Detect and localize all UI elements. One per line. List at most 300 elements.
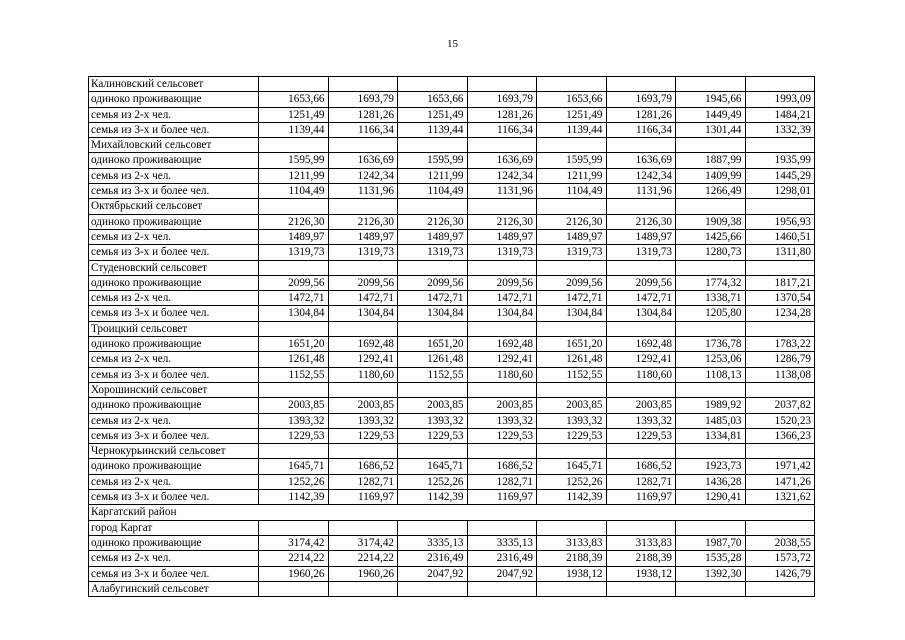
value-cell: [467, 138, 537, 153]
value-cell: [328, 382, 398, 397]
value-cell: [328, 199, 398, 214]
value-cell: 1471,26: [745, 474, 815, 489]
section-title: Алабугинский сельсовет: [89, 581, 259, 596]
value-cell: 1426,79: [745, 566, 815, 581]
value-cell: 1472,71: [467, 291, 537, 306]
value-cell: [398, 581, 468, 596]
value-cell: 1180,60: [467, 367, 537, 382]
row-label: одиноко проживающие: [89, 153, 259, 168]
value-cell: 1485,03: [676, 413, 746, 428]
value-cell: [328, 260, 398, 275]
table-row: [89, 214, 815, 229]
value-cell: 1817,21: [745, 275, 815, 290]
row-label: одиноко проживающие: [89, 398, 259, 413]
value-cell: 3174,42: [259, 535, 329, 550]
value-cell: [606, 382, 676, 397]
value-cell: 1292,41: [606, 352, 676, 367]
value-cell: [328, 138, 398, 153]
value-cell: 2003,85: [537, 398, 607, 413]
value-cell: 1409,99: [676, 168, 746, 183]
value-cell: 1229,53: [328, 428, 398, 443]
value-cell: 1152,55: [259, 367, 329, 382]
row-label: семья из 2-х чел.: [89, 551, 259, 566]
value-cell: 1311,80: [745, 245, 815, 260]
table-row: [89, 566, 815, 581]
value-cell: 1142,39: [259, 490, 329, 505]
value-cell: 3335,13: [398, 535, 468, 550]
value-cell: [398, 138, 468, 153]
value-cell: [328, 444, 398, 459]
value-cell: 1261,48: [398, 352, 468, 367]
table-row: [89, 306, 815, 321]
row-label: семья из 3-х и более чел.: [89, 566, 259, 581]
value-cell: 1282,71: [467, 474, 537, 489]
value-cell: 1290,41: [676, 490, 746, 505]
value-cell: 1935,99: [745, 153, 815, 168]
value-cell: 1489,97: [537, 229, 607, 244]
value-cell: 1573,72: [745, 551, 815, 566]
value-cell: 1636,69: [606, 153, 676, 168]
value-cell: 1304,84: [328, 306, 398, 321]
value-cell: 1923,73: [676, 459, 746, 474]
value-cell: 1393,32: [467, 413, 537, 428]
value-cell: 1304,84: [606, 306, 676, 321]
value-cell: 1653,66: [259, 92, 329, 107]
value-cell: [259, 77, 329, 92]
value-cell: 1971,42: [745, 459, 815, 474]
value-cell: 1693,79: [606, 92, 676, 107]
value-cell: [467, 260, 537, 275]
value-cell: [467, 77, 537, 92]
table-row: [89, 153, 815, 168]
value-cell: [606, 260, 676, 275]
tariff-table: [88, 76, 815, 597]
value-cell: 1139,44: [259, 122, 329, 137]
value-cell: 1636,69: [467, 153, 537, 168]
value-cell: 1489,97: [467, 229, 537, 244]
value-cell: 1472,71: [606, 291, 676, 306]
value-cell: [537, 321, 607, 336]
value-cell: 1393,32: [537, 413, 607, 428]
value-cell: [467, 581, 537, 596]
value-cell: 1393,32: [259, 413, 329, 428]
value-cell: 1251,49: [398, 107, 468, 122]
value-cell: 1169,97: [606, 490, 676, 505]
row-label: семья из 3-х и более чел.: [89, 184, 259, 199]
value-cell: 1292,41: [328, 352, 398, 367]
value-cell: 1692,48: [328, 337, 398, 352]
value-cell: 2126,30: [606, 214, 676, 229]
table-row: [89, 168, 815, 183]
value-cell: [537, 260, 607, 275]
value-cell: 1139,44: [398, 122, 468, 137]
value-cell: [259, 260, 329, 275]
row-label: семья из 3-х и более чел.: [89, 490, 259, 505]
value-cell: 1686,52: [606, 459, 676, 474]
value-cell: 2047,92: [467, 566, 537, 581]
value-cell: [676, 138, 746, 153]
value-cell: 1152,55: [398, 367, 468, 382]
value-cell: [676, 199, 746, 214]
value-cell: 2214,22: [259, 551, 329, 566]
value-cell: 2214,22: [328, 551, 398, 566]
section-title: Октябрьский сельсовет: [89, 199, 259, 214]
value-cell: 1166,34: [328, 122, 398, 137]
value-cell: [328, 321, 398, 336]
value-cell: 1229,53: [259, 428, 329, 443]
table-body: [89, 77, 815, 597]
value-cell: 1131,96: [606, 184, 676, 199]
value-cell: 1229,53: [398, 428, 468, 443]
value-cell: 1261,48: [259, 352, 329, 367]
table-row: [89, 291, 815, 306]
value-cell: [467, 199, 537, 214]
value-cell: 2037,82: [745, 398, 815, 413]
value-cell: 1334,81: [676, 428, 746, 443]
value-cell: 2099,56: [398, 275, 468, 290]
value-cell: 1211,99: [259, 168, 329, 183]
table-row: [89, 337, 815, 352]
value-cell: 1229,53: [606, 428, 676, 443]
section-header-row: [89, 520, 815, 535]
section-header-row: [89, 260, 815, 275]
row-label: одиноко проживающие: [89, 459, 259, 474]
value-cell: [467, 321, 537, 336]
value-cell: [259, 199, 329, 214]
value-cell: 1653,66: [537, 92, 607, 107]
value-cell: 2316,49: [398, 551, 468, 566]
value-cell: 1281,26: [606, 107, 676, 122]
value-cell: 2126,30: [537, 214, 607, 229]
value-cell: 2099,56: [328, 275, 398, 290]
value-cell: 1319,73: [467, 245, 537, 260]
value-cell: [676, 581, 746, 596]
page-number: 15: [447, 38, 458, 50]
value-cell: 1234,28: [745, 306, 815, 321]
value-cell: 1205,80: [676, 306, 746, 321]
value-cell: 1131,96: [328, 184, 398, 199]
table-row: [89, 92, 815, 107]
value-cell: 1595,99: [398, 153, 468, 168]
value-cell: 1472,71: [259, 291, 329, 306]
row-label: семья из 2-х чел.: [89, 229, 259, 244]
value-cell: [398, 260, 468, 275]
value-cell: 1489,97: [398, 229, 468, 244]
table-row: [89, 535, 815, 550]
value-cell: 1393,32: [606, 413, 676, 428]
section-title: Хорошинский сельсовет: [89, 382, 259, 397]
value-cell: 1645,71: [259, 459, 329, 474]
value-cell: 2126,30: [398, 214, 468, 229]
value-cell: 1887,99: [676, 153, 746, 168]
value-cell: [259, 382, 329, 397]
value-cell: 1252,26: [537, 474, 607, 489]
table-row: [89, 275, 815, 290]
value-cell: [259, 321, 329, 336]
value-cell: 1489,97: [606, 229, 676, 244]
value-cell: 1304,84: [467, 306, 537, 321]
value-cell: [467, 382, 537, 397]
value-cell: 2188,39: [537, 551, 607, 566]
row-label: семья из 3-х и более чел.: [89, 306, 259, 321]
value-cell: 1253,06: [676, 352, 746, 367]
row-label: семья из 2-х чел.: [89, 413, 259, 428]
value-cell: 1472,71: [398, 291, 468, 306]
value-cell: 1251,49: [259, 107, 329, 122]
table-row: [89, 184, 815, 199]
value-cell: [398, 382, 468, 397]
value-cell: 1909,38: [676, 214, 746, 229]
value-cell: 1489,97: [328, 229, 398, 244]
value-cell: 2099,56: [467, 275, 537, 290]
value-cell: 1152,55: [537, 367, 607, 382]
value-cell: 1166,34: [606, 122, 676, 137]
section-header-row: [89, 77, 815, 92]
value-cell: 1651,20: [398, 337, 468, 352]
value-cell: 1938,12: [537, 566, 607, 581]
value-cell: 1535,28: [676, 551, 746, 566]
value-cell: 1736,78: [676, 337, 746, 352]
value-cell: 1319,73: [537, 245, 607, 260]
table-row: [89, 551, 815, 566]
value-cell: 1425,66: [676, 229, 746, 244]
section-title: Михайловский сельсовет: [89, 138, 259, 153]
value-cell: 3133,83: [537, 535, 607, 550]
value-cell: 2126,30: [259, 214, 329, 229]
value-cell: 1321,62: [745, 490, 815, 505]
value-cell: 1366,23: [745, 428, 815, 443]
row-label: семья из 3-х и более чел.: [89, 245, 259, 260]
value-cell: 1651,20: [537, 337, 607, 352]
value-cell: 1280,73: [676, 245, 746, 260]
value-cell: [745, 520, 815, 535]
value-cell: 1472,71: [328, 291, 398, 306]
value-cell: [676, 260, 746, 275]
value-cell: [537, 199, 607, 214]
table-row: [89, 122, 815, 137]
value-cell: [537, 77, 607, 92]
row-label: семья из 2-х чел.: [89, 291, 259, 306]
row-label: одиноко проживающие: [89, 337, 259, 352]
value-cell: [745, 321, 815, 336]
value-cell: 3174,42: [328, 535, 398, 550]
value-cell: [606, 444, 676, 459]
value-cell: 1286,79: [745, 352, 815, 367]
value-cell: [606, 581, 676, 596]
value-cell: [537, 138, 607, 153]
value-cell: 1319,73: [259, 245, 329, 260]
value-cell: 2126,30: [328, 214, 398, 229]
value-cell: 1138,08: [745, 367, 815, 382]
section-title: Калиновский сельсовет: [89, 77, 259, 92]
value-cell: 1252,26: [259, 474, 329, 489]
table-row: [89, 367, 815, 382]
value-cell: 2003,85: [398, 398, 468, 413]
value-cell: 1292,41: [467, 352, 537, 367]
value-cell: [745, 138, 815, 153]
value-cell: 1645,71: [537, 459, 607, 474]
value-cell: [537, 520, 607, 535]
value-cell: 1169,97: [328, 490, 398, 505]
row-label: одиноко проживающие: [89, 535, 259, 550]
value-cell: 1301,44: [676, 122, 746, 137]
value-cell: [745, 581, 815, 596]
value-cell: 1449,49: [676, 107, 746, 122]
value-cell: 1142,39: [537, 490, 607, 505]
value-cell: 2188,39: [606, 551, 676, 566]
value-cell: [398, 77, 468, 92]
value-cell: 1211,99: [398, 168, 468, 183]
value-cell: 1281,26: [467, 107, 537, 122]
value-cell: [745, 199, 815, 214]
value-cell: 1987,70: [676, 535, 746, 550]
value-cell: 1131,96: [467, 184, 537, 199]
value-cell: [745, 382, 815, 397]
value-cell: 1484,21: [745, 107, 815, 122]
value-cell: 1319,73: [606, 245, 676, 260]
section-header-row: [89, 444, 815, 459]
value-cell: [537, 382, 607, 397]
value-cell: [537, 581, 607, 596]
section-title: Каргатский район: [89, 505, 815, 520]
table-row: [89, 245, 815, 260]
value-cell: [676, 77, 746, 92]
value-cell: 1180,60: [606, 367, 676, 382]
value-cell: [328, 581, 398, 596]
section-header-row: [89, 505, 815, 520]
row-label: одиноко проживающие: [89, 92, 259, 107]
value-cell: 1242,34: [467, 168, 537, 183]
row-label: семья из 3-х и более чел.: [89, 428, 259, 443]
value-cell: [398, 321, 468, 336]
value-cell: 1645,71: [398, 459, 468, 474]
value-cell: 1595,99: [259, 153, 329, 168]
value-cell: 1180,60: [328, 367, 398, 382]
row-label: семья из 2-х чел.: [89, 107, 259, 122]
table-row: [89, 428, 815, 443]
value-cell: 1242,34: [328, 168, 398, 183]
value-cell: 2099,56: [537, 275, 607, 290]
value-cell: 1945,66: [676, 92, 746, 107]
table-row: [89, 413, 815, 428]
value-cell: 1960,26: [328, 566, 398, 581]
value-cell: 2099,56: [259, 275, 329, 290]
section-title: Студеновский сельсовет: [89, 260, 259, 275]
value-cell: 1392,30: [676, 566, 746, 581]
value-cell: 1104,49: [537, 184, 607, 199]
value-cell: [606, 138, 676, 153]
section-header-row: [89, 321, 815, 336]
value-cell: 2003,85: [467, 398, 537, 413]
value-cell: [398, 444, 468, 459]
table-row: [89, 490, 815, 505]
value-cell: 1281,26: [328, 107, 398, 122]
value-cell: 1298,01: [745, 184, 815, 199]
value-cell: [259, 138, 329, 153]
row-label: одиноко проживающие: [89, 214, 259, 229]
value-cell: 1266,49: [676, 184, 746, 199]
value-cell: 1436,28: [676, 474, 746, 489]
value-cell: [259, 444, 329, 459]
value-cell: 1282,71: [606, 474, 676, 489]
value-cell: 1520,23: [745, 413, 815, 428]
value-cell: 2003,85: [259, 398, 329, 413]
value-cell: 1261,48: [537, 352, 607, 367]
section-title: Чернокурьинский сельсовет: [89, 444, 259, 459]
value-cell: 1319,73: [328, 245, 398, 260]
value-cell: 1651,20: [259, 337, 329, 352]
value-cell: 2099,56: [606, 275, 676, 290]
value-cell: 2003,85: [606, 398, 676, 413]
section-header-row: [89, 138, 815, 153]
value-cell: [328, 77, 398, 92]
value-cell: 1282,71: [328, 474, 398, 489]
value-cell: 1104,49: [398, 184, 468, 199]
value-cell: 3133,83: [606, 535, 676, 550]
value-cell: [606, 199, 676, 214]
value-cell: [398, 199, 468, 214]
value-cell: [537, 444, 607, 459]
value-cell: [328, 520, 398, 535]
table-row: [89, 398, 815, 413]
value-cell: 1393,32: [328, 413, 398, 428]
value-cell: 2126,30: [467, 214, 537, 229]
value-cell: 1472,71: [537, 291, 607, 306]
value-cell: [467, 520, 537, 535]
row-label: одиноко проживающие: [89, 275, 259, 290]
value-cell: 1686,52: [328, 459, 398, 474]
value-cell: 1445,29: [745, 168, 815, 183]
row-label: семья из 2-х чел.: [89, 352, 259, 367]
value-cell: 1489,97: [259, 229, 329, 244]
value-cell: 1229,53: [467, 428, 537, 443]
value-cell: 1229,53: [537, 428, 607, 443]
value-cell: 2316,49: [467, 551, 537, 566]
value-cell: 1169,97: [467, 490, 537, 505]
value-cell: 1304,84: [537, 306, 607, 321]
value-cell: 1993,09: [745, 92, 815, 107]
value-cell: 1142,39: [398, 490, 468, 505]
value-cell: 1692,48: [606, 337, 676, 352]
value-cell: 1393,32: [398, 413, 468, 428]
value-cell: 1166,34: [467, 122, 537, 137]
value-cell: [398, 520, 468, 535]
table-row: [89, 229, 815, 244]
value-cell: [606, 321, 676, 336]
value-cell: [745, 77, 815, 92]
table-row: [89, 107, 815, 122]
section-header-row: [89, 382, 815, 397]
value-cell: 2003,85: [328, 398, 398, 413]
section-title: Троицкий сельсовет: [89, 321, 259, 336]
value-cell: 1956,93: [745, 214, 815, 229]
value-cell: 1338,71: [676, 291, 746, 306]
table-row: [89, 474, 815, 489]
value-cell: 1693,79: [467, 92, 537, 107]
value-cell: 1304,84: [398, 306, 468, 321]
value-cell: 1693,79: [328, 92, 398, 107]
value-cell: 1653,66: [398, 92, 468, 107]
value-cell: [467, 444, 537, 459]
value-cell: 1686,52: [467, 459, 537, 474]
value-cell: 1636,69: [328, 153, 398, 168]
table-row: [89, 459, 815, 474]
value-cell: [259, 581, 329, 596]
value-cell: 1595,99: [537, 153, 607, 168]
row-label: семья из 3-х и более чел.: [89, 367, 259, 382]
value-cell: 1370,54: [745, 291, 815, 306]
value-cell: 1938,12: [606, 566, 676, 581]
